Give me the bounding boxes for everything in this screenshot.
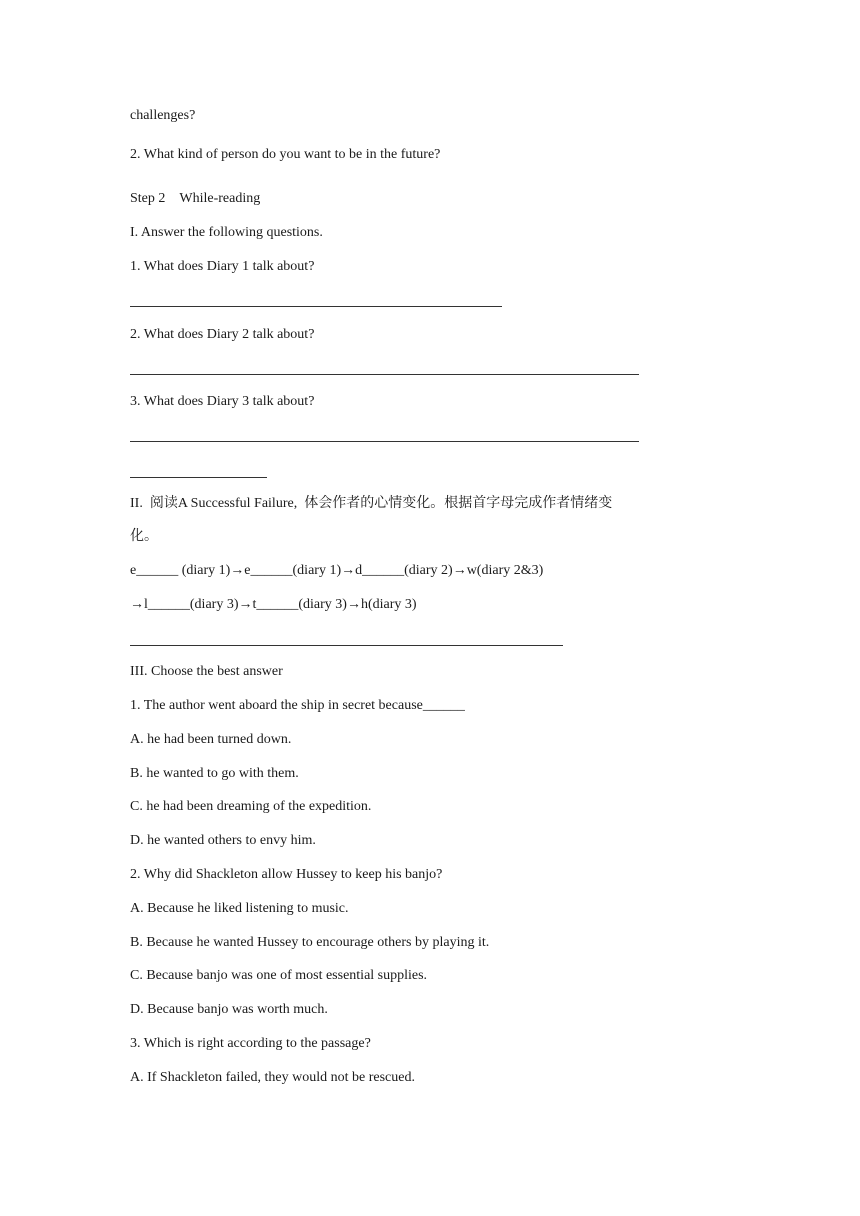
- emotion-chain-line-2: →l______(diary 3)→t______(diary 3)→h(diary 3): [130, 597, 417, 612]
- option-b: B. Because he wanted Hussey to encourage others by playing it.: [130, 935, 490, 950]
- text-line-challenges: challenges?: [130, 108, 196, 123]
- part3-question-1: 1. The author went aboard the ship in secret because______: [130, 698, 465, 713]
- answer-line[interactable]: [130, 477, 267, 478]
- option-a: A. If Shackleton failed, they would not be rescued.: [130, 1070, 415, 1085]
- part2-heading-continued: 化。: [130, 529, 158, 544]
- answer-line[interactable]: [130, 441, 639, 442]
- answer-line[interactable]: [130, 645, 563, 646]
- step2-heading: Step 2 While-reading: [130, 191, 261, 206]
- option-a: A. Because he liked listening to music.: [130, 901, 349, 916]
- option-d: D. he wanted others to envy him.: [130, 833, 316, 848]
- part3-question-3: 3. Which is right according to the passage?: [130, 1036, 371, 1051]
- emotion-chain-line-1: e______ (diary 1)→e______(diary 1)→d______(diary 2)→w(diary 2&3): [130, 563, 544, 578]
- answer-line[interactable]: [130, 374, 639, 375]
- option-d: D. Because banjo was worth much.: [130, 1002, 328, 1017]
- part1-question-3: 3. What does Diary 3 talk about?: [130, 394, 315, 409]
- answer-line[interactable]: [130, 306, 502, 307]
- part1-question-2: 2. What does Diary 2 talk about?: [130, 327, 315, 342]
- part3-heading: III. Choose the best answer: [130, 664, 283, 679]
- part2-heading: II. 阅读A Successful Failure, 体会作者的心情变化。根据首字母完成作者情绪变: [130, 496, 613, 511]
- option-c: C. Because banjo was one of most essential supplies.: [130, 968, 428, 983]
- part1-heading: I. Answer the following questions.: [130, 225, 323, 240]
- part3-question-2: 2. Why did Shackleton allow Hussey to keep his banjo?: [130, 867, 443, 882]
- option-a: A. he had been turned down.: [130, 732, 292, 747]
- option-c: C. he had been dreaming of the expedition.: [130, 799, 372, 814]
- option-b: B. he wanted to go with them.: [130, 766, 299, 781]
- part1-question-1: 1. What does Diary 1 talk about?: [130, 259, 315, 274]
- question-future-person: 2. What kind of person do you want to be in the future?: [130, 147, 441, 162]
